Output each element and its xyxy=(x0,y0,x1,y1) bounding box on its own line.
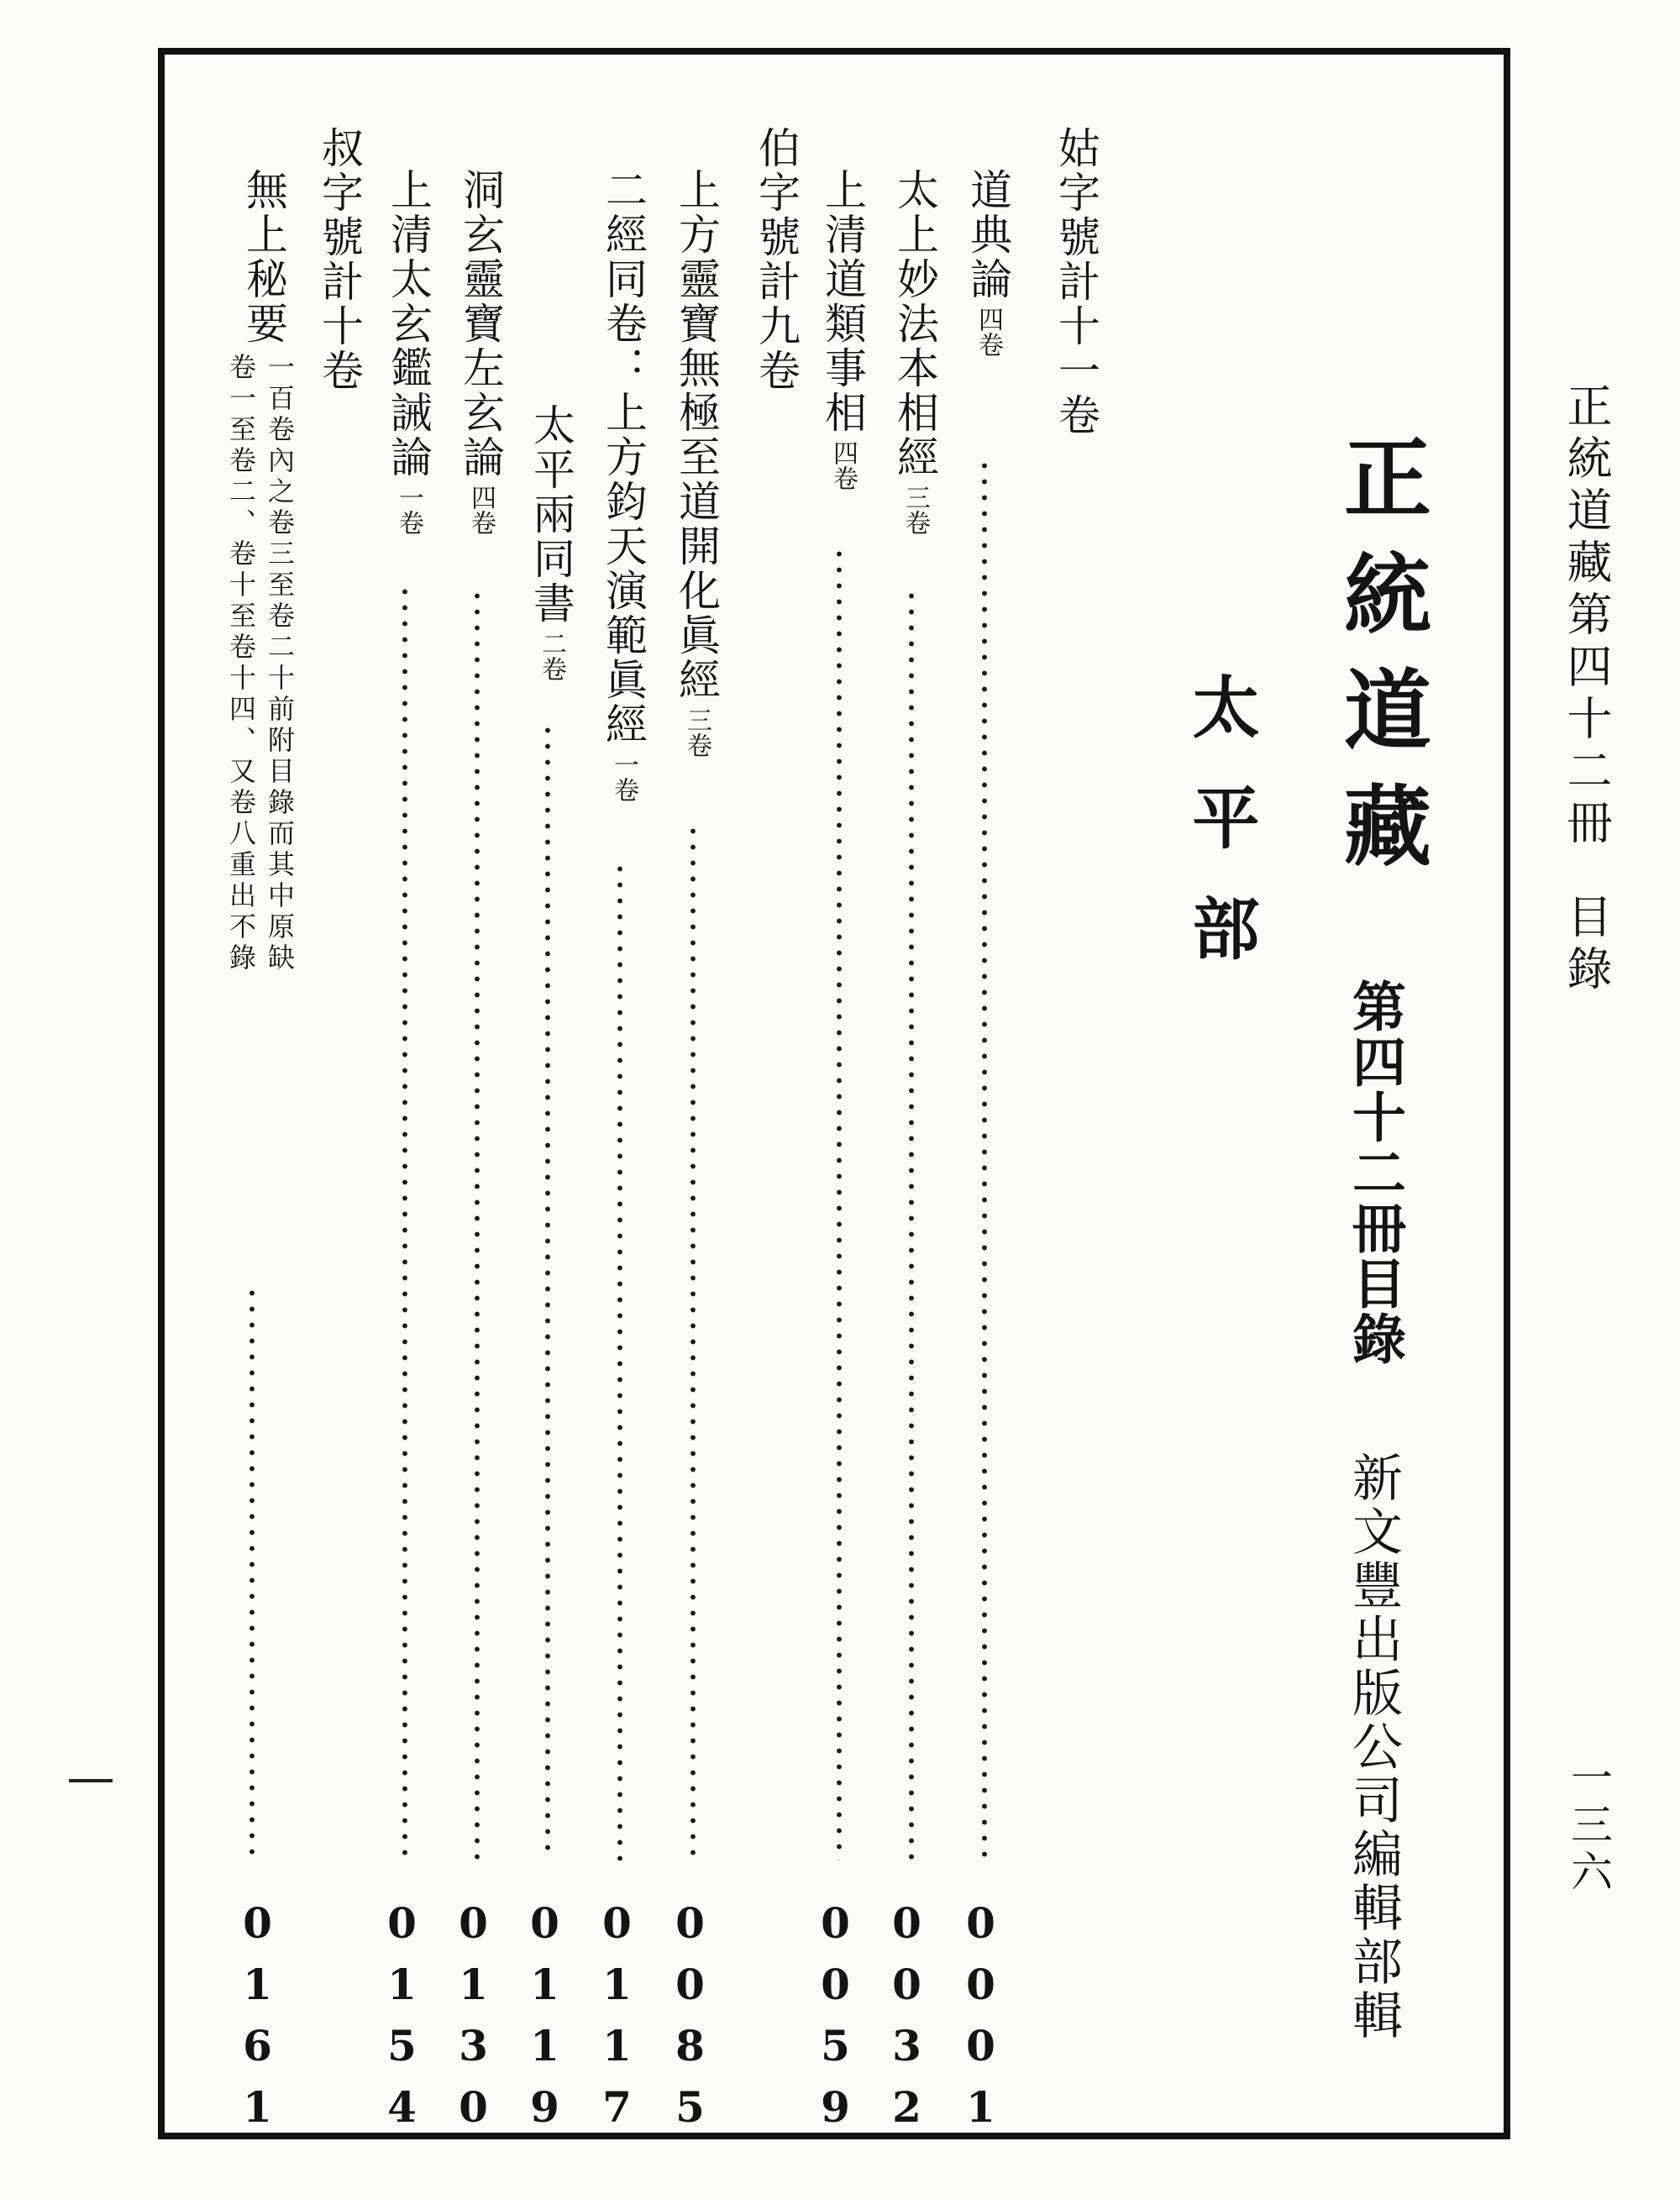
entry-page-number[interactable]: 0154 xyxy=(377,1898,427,2144)
leader-dots xyxy=(980,458,989,1860)
margin-mark xyxy=(69,1779,113,1782)
entry-volumes: 二卷 xyxy=(537,631,566,681)
leader-dots xyxy=(616,861,624,1860)
entry-volumes: 三卷 xyxy=(682,707,711,758)
toc-entry[interactable] xyxy=(812,168,873,491)
toc-entry[interactable] xyxy=(450,168,511,535)
leader-dots xyxy=(689,823,697,1860)
entry-volumes: 四卷 xyxy=(466,485,496,535)
leader-dots xyxy=(401,584,409,1860)
page-title: 正統道藏 xyxy=(1329,433,1431,896)
toc-entry[interactable] xyxy=(593,168,654,802)
entry-volumes: 一卷 xyxy=(394,485,423,535)
entry-page-number[interactable]: 0130 xyxy=(449,1898,498,2144)
toc-entry[interactable] xyxy=(521,403,581,681)
group-heading-gu: 姑字號計十一卷 xyxy=(1052,126,1100,438)
subtitle: 第四十二冊目錄 xyxy=(1343,979,1405,1367)
entry-title: 上清道類事相 xyxy=(818,168,867,435)
leader-dots xyxy=(473,588,481,1860)
leader-dots xyxy=(835,546,843,1860)
entry-page-number[interactable]: 0161 xyxy=(233,1898,282,2144)
toc-entry[interactable] xyxy=(958,168,1018,357)
group-heading-shu: 叔字號計十卷 xyxy=(315,126,364,393)
entry-note-right: 一百卷內之卷三至卷二十前附目錄而其中原缺 xyxy=(264,353,296,974)
entry-title: 洞玄靈寶左玄論 xyxy=(456,168,505,480)
group-heading-bo: 伯字號計九卷 xyxy=(752,126,801,393)
entry-volumes: 一卷 xyxy=(609,752,638,802)
entry-volumes: 三卷 xyxy=(900,485,930,535)
toc-entry[interactable] xyxy=(234,168,294,346)
leader-dots xyxy=(248,1285,256,1860)
entry-page-number[interactable]: 0085 xyxy=(665,1898,715,2144)
header-section: 目錄 xyxy=(1560,893,1613,997)
entry-title: 太平兩同書 xyxy=(527,403,575,626)
running-header xyxy=(1554,382,1619,997)
publisher: 新文豐出版公司編輯部輯 xyxy=(1344,1451,1403,2043)
toc-entry[interactable] xyxy=(666,168,727,758)
entry-note-left: 卷一至卷二、卷十至卷十四、又卷八重出不錄 xyxy=(225,353,257,974)
entry-title: 道典論 xyxy=(963,168,1012,302)
leader-dots xyxy=(907,588,916,1860)
header-book-title: 正統道藏第四十二冊 xyxy=(1560,382,1613,851)
entry-title: 上清太玄鑑誡論 xyxy=(384,168,433,480)
section-name: 太平部 xyxy=(1181,672,1259,1005)
entry-page-number[interactable]: 0117 xyxy=(592,1898,642,2144)
toc-entry[interactable] xyxy=(378,168,438,535)
entry-volumes: 四卷 xyxy=(828,440,858,491)
entry-title: 太上妙法本相經 xyxy=(890,168,939,480)
leader-dots xyxy=(543,722,552,1860)
entry-title: 二經同卷：上方鈞天演範眞經 xyxy=(599,168,648,747)
entry-title: 上方靈寶無極至道開化眞經 xyxy=(672,168,721,702)
entry-page-number[interactable]: 0032 xyxy=(882,1898,932,2144)
entry-page-number[interactable]: 0119 xyxy=(520,1898,570,2144)
toc-entry[interactable] xyxy=(885,168,945,535)
entry-page-number[interactable]: 0059 xyxy=(811,1898,860,2144)
entry-title: 無上秘要 xyxy=(239,168,288,346)
page-number: 一三六 xyxy=(1564,1756,1613,1897)
entry-page-number[interactable]: 0001 xyxy=(956,1898,1005,2144)
entry-volumes: 四卷 xyxy=(974,307,1003,357)
